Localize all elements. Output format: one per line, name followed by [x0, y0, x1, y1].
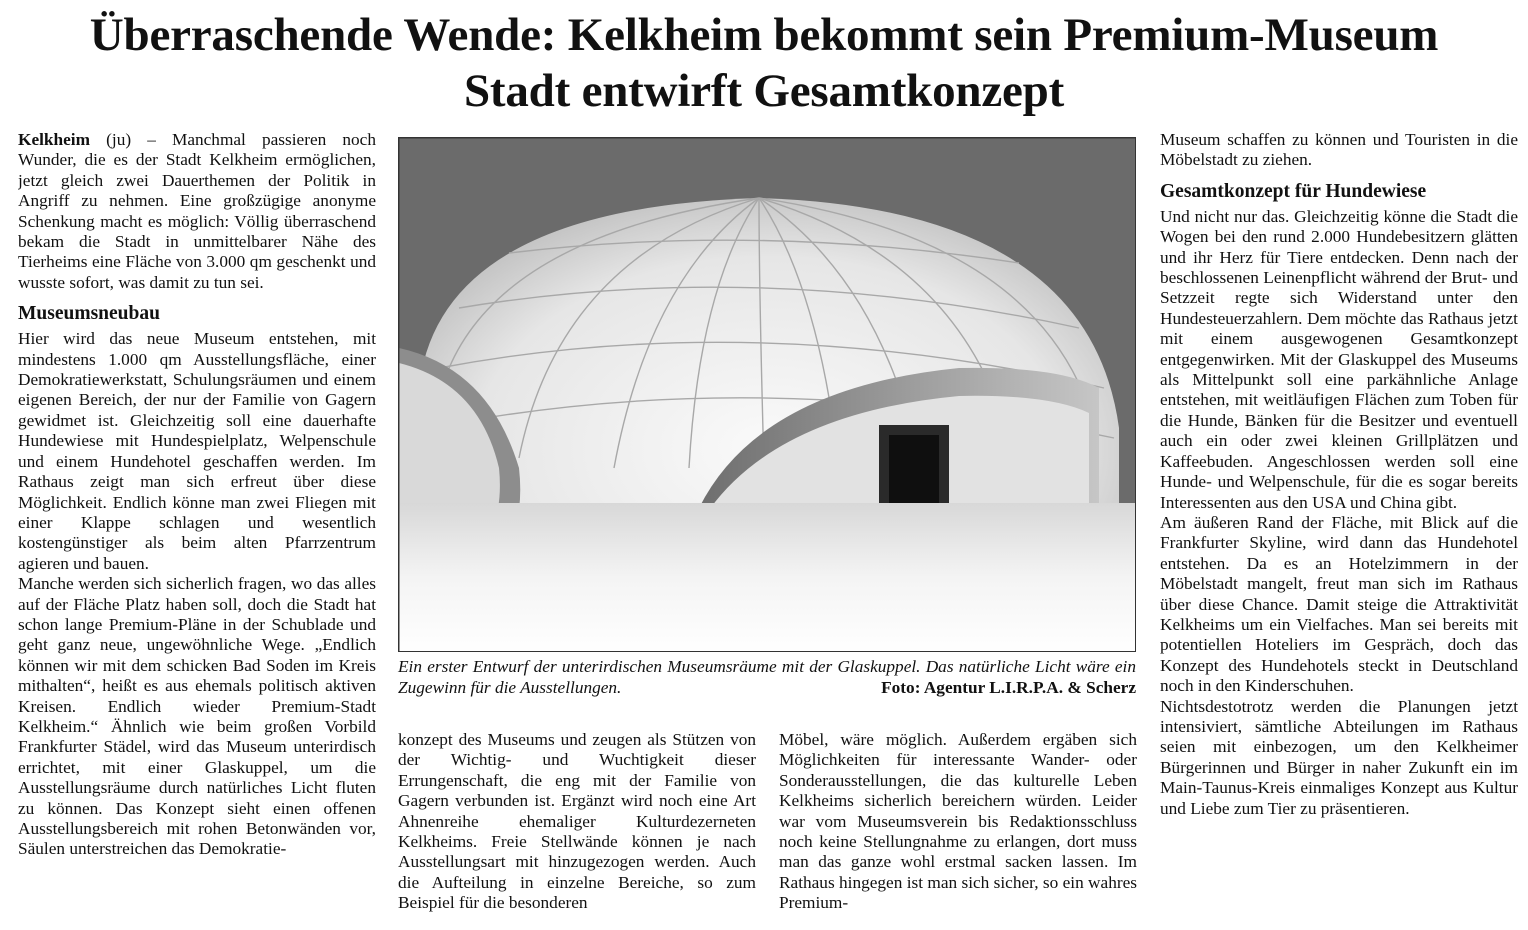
subhead-hundewiese: Gesamtkonzept für Hundewiese — [1160, 180, 1427, 202]
subhead-museumsneubau: Museumsneubau — [18, 303, 160, 325]
headline-line-1: Überraschende Wende: Kelkheim bekommt sein Premium-Museum — [89, 9, 1439, 61]
photo-caption — [398, 656, 1136, 698]
caption-text: Ein erster Entwurf der unterirdischen Museumsräume mit der Glaskuppel. Das natürliche Licht wäre ein Zugewinn für die Ausstellungen. — [398, 657, 1136, 697]
intro-paragraph — [18, 130, 376, 293]
article-column-1 — [18, 130, 376, 920]
paragraph-1: Hier wird das neue Museum entstehen, mit mindestens 1.000 qm Ausstellungsfläche, einer Demokratiewerkstatt, Schulungsräumen und einem eigenen Bereich, der nur der Familie von Gagern gewidmet ist. Gleichzeitig soll eine dauerhafte Hundewiese mit Hundespielplatz, Welpenschule und einem Hundehotel geschaffen werden. Im Rathaus zeigt man sich erfreut über diese Möglichkeit. Endlich könne man zwei Fliegen mit einer Klappe schlagen und wesentlich kostengünstiger als beim alten Pfarrzentrum agieren und bauen. — [18, 329, 376, 573]
photo-credit: Foto: Agentur L.I.R.P.A. & Scherz — [881, 678, 1136, 697]
intro-text: (ju) – Manchmal passieren noch Wunder, die es der Stadt Kelkheim ermöglichen, jetzt gleich zwei Dauerthemen der Politik in Angriff zu nehmen. Eine großzügige anonyme Schenkung macht es möglich: Völlig überraschend bekam die Stadt in unmittelbarer Nähe des Tierheims eine Fläche von 3.000 qm geschenkt und wusste sofort, was damit zu tun sei. — [18, 130, 376, 292]
article-column-4 — [1160, 130, 1518, 920]
article-column-2 — [398, 730, 756, 920]
headline-line-2: Stadt entwirft Gesamtkonzept — [463, 65, 1065, 117]
paragraph-4: Am äußeren Rand der Fläche, mit Blick auf die Frankfurter Skyline, wird dann das Hundehotel entstehen. Da es an Hotelzimmern in der Möbelstadt mangelt, freut man sich im Rathaus über diese Chance. Damit steige die Attraktivität Kelkheims um ein Vielfaches. Man sei bereits mit potentiellen Hoteliers im Gespräch, doch das Konzept des Hundehotels steckt in Deutschland noch in den Kinderschuhen. — [1160, 512, 1518, 696]
museum-dome-photo — [398, 137, 1136, 652]
paragraph-2: Manche werden sich sicherlich fragen, wo das alles auf der Fläche Platz haben soll, doch die Stadt hat schon lange Premium-Pläne in der Schublade und geht ganz neue, ungewöhnliche Wege. „Endlich können wir mit dem schicken Bad Soden im Kreis mithalten“, heißt es aus ehemals politisch aktiven Kreisen. Endlich wieder Premium-Stadt Kelkheim.“ Ähnlich wie beim großen Vorbild Frankfurter Städel, wird das Museum unterirdisch errichtet, mit einer Glaskuppel, um die Ausstellungsräume durch natürliches Licht fluten zu können. Das Konzept sieht einen offenen Ausstellungsbereich mit rohen Betonwänden vor, Säulen unterstreichen das Demokratie- — [18, 574, 376, 859]
column-3-text: Möbel, wäre möglich. Außerdem ergäben sich Möglichkeiten für interessante Wander- oder Sonderausstellungen, die das kulturelle Leben Kelkheims sicherlich bereichern würden. Leider war vom Museumsverein bis Redaktionsschluss noch keine Stellungnahme zu erlangen, dort muss man das ganze wohl erstmal sacken lassen. Im Rathaus hingegen ist man sich sicher, so ein wahres Premium- — [779, 730, 1137, 913]
article-column-3 — [779, 730, 1137, 920]
dateline: Kelkheim — [18, 130, 91, 149]
paragraph-5: Nichtsdestotrotz werden die Planungen jetzt intensiviert, sämtliche Abteilungen im Rathaus seien mit einbezogen, um den Kelkheimer Bürgerinnen und Bürger in naher Zukunft ein im Main-Taunus-Kreis einmaliges Konzept aus Kultur und Liebe zum Tier zu präsentieren. — [1160, 696, 1518, 818]
paragraph-3: Und nicht nur das. Gleichzeitig könne die Stadt die Wogen bei den rund 2.000 Hundebesitzern glätten und ihr Herz für Tiere entdecken. Denn nach der beschlossenen Leinenpflicht während der Brut- und Setzzeit regte sich Widerstand unter den Hundesteuerzahlern. Dem möchte das Rathaus jetzt mit einem ausgewogenen Gesamtkonzept entgegenwirken. Mit der Glaskuppel des Museums als Mittelpunkt soll eine parkähnliche Anlage entstehen, mit weitläufigen Flächen zum Toben für die Hunde, Bänken für die Besitzer und eventuell auch ein oder zwei kleinen Grillplätzen und Kaffeebuden. Angeschlossen werden soll eine Hunde- und Welpenschule, für die es sogar bereits Interessenten aus den USA und China gibt. — [1160, 206, 1518, 512]
glass-dome-illustration — [399, 138, 1136, 652]
column-2-text: konzept des Museums und zeugen als Stützen von der Wichtig- und Wuchtigkeit dieser Errungenschaft, die eng mit der Familie von Gagern verbunden ist. Ergänzt wird noch eine Art Ahnenreihe ehemaliger Kulturdezerneten Kelkheims. Freie Stellwände können je nach Ausstellungsart mit hinzugezogen werden. Auch die Aufteilung in einzelne Bereiche, so zum Beispiel für die besonderen — [398, 730, 756, 913]
column-4-lead: Museum schaffen zu können und Touristen in die Möbelstadt zu ziehen. — [1160, 130, 1518, 170]
